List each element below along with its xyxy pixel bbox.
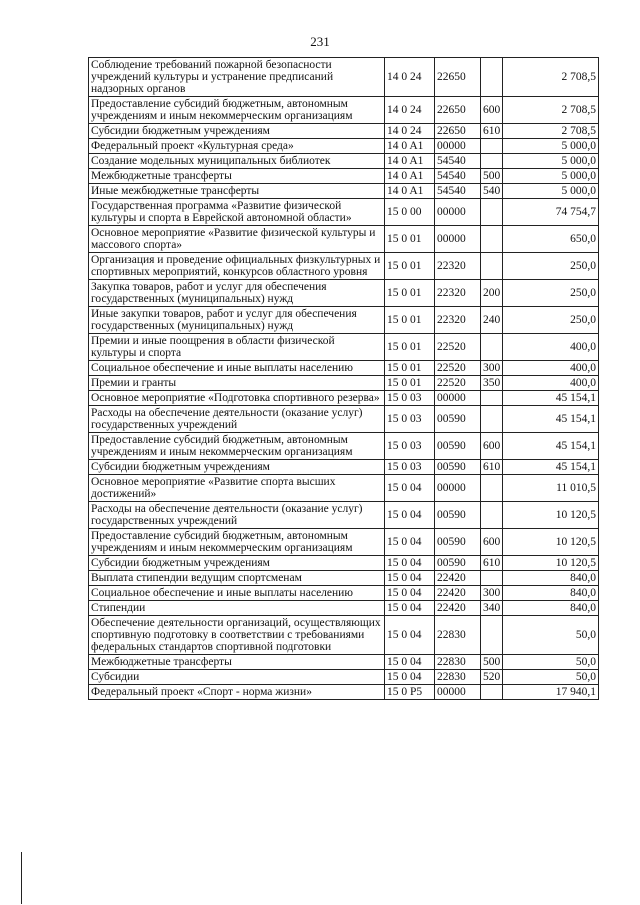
expense-type-cell [481,199,503,226]
expense-type-cell: 610 [481,460,503,475]
item-name-cell: Выплата стипендии ведущим спортсменам [89,571,385,586]
table-row [89,253,599,280]
program-code-cell: 15 0 04 [385,655,435,670]
expense-type-cell [481,685,503,700]
amount-cell: 400,0 [503,376,599,391]
direction-code-cell: 00590 [435,406,481,433]
expense-type-cell: 200 [481,280,503,307]
expense-type-cell: 300 [481,361,503,376]
direction-code-cell: 22830 [435,616,481,655]
program-code-cell: 15 0 P5 [385,685,435,700]
item-name-cell: Социальное обеспечение и иные выплаты населению [89,586,385,601]
expense-type-cell [481,571,503,586]
item-name-cell: Субсидии бюджетным учреждениям [89,124,385,139]
program-code-cell: 15 0 04 [385,529,435,556]
item-name-cell: Создание модельных муниципальных библиотек [89,154,385,169]
expense-type-cell [481,391,503,406]
item-name-cell: Субсидии бюджетным учреждениям [89,556,385,571]
direction-code-cell: 22650 [435,124,481,139]
direction-code-cell: 22320 [435,253,481,280]
expense-type-cell [481,616,503,655]
expense-type-cell [481,475,503,502]
direction-code-cell: 22650 [435,97,481,124]
item-name-cell: Закупка товаров, работ и услуг для обеспечения государственных (муниципальных) нужд [89,280,385,307]
expense-type-cell: 600 [481,433,503,460]
program-code-cell: 15 0 03 [385,433,435,460]
program-code-cell: 15 0 01 [385,334,435,361]
page-number: 231 [310,34,330,49]
amount-cell: 5 000,0 [503,139,599,154]
table-row [89,655,599,670]
item-name-cell: Иные межбюджетные трансферты [89,184,385,199]
direction-code-cell: 54540 [435,154,481,169]
program-code-cell: 15 0 04 [385,571,435,586]
table-row [89,616,599,655]
table-row [89,154,599,169]
program-code-cell: 15 0 01 [385,280,435,307]
amount-cell: 45 154,1 [503,406,599,433]
amount-cell: 74 754,7 [503,199,599,226]
program-code-cell: 15 0 04 [385,586,435,601]
program-code-cell: 15 0 04 [385,601,435,616]
direction-code-cell: 00590 [435,556,481,571]
expense-type-cell: 540 [481,184,503,199]
item-name-cell: Социальное обеспечение и иные выплаты населению [89,361,385,376]
program-code-cell: 14 0 A1 [385,139,435,154]
amount-cell: 10 120,5 [503,502,599,529]
direction-code-cell: 00000 [435,139,481,154]
direction-code-cell: 22420 [435,571,481,586]
program-code-cell: 15 0 01 [385,307,435,334]
amount-cell: 5 000,0 [503,184,599,199]
table-row [89,376,599,391]
direction-code-cell: 22520 [435,376,481,391]
direction-code-cell: 00590 [435,502,481,529]
item-name-cell: Межбюджетные трансферты [89,655,385,670]
item-name-cell: Расходы на обеспечение деятельности (оказание услуг) государственных учреждений [89,502,385,529]
program-code-cell: 14 0 A1 [385,184,435,199]
direction-code-cell: 00000 [435,199,481,226]
expense-type-cell [481,226,503,253]
table-row [89,406,599,433]
amount-cell: 10 120,5 [503,529,599,556]
program-code-cell: 15 0 01 [385,376,435,391]
table-row [89,184,599,199]
item-name-cell: Субсидии бюджетным учреждениям [89,460,385,475]
table-row [89,97,599,124]
table-row [89,586,599,601]
direction-code-cell: 22830 [435,670,481,685]
expense-type-cell: 240 [481,307,503,334]
item-name-cell: Предоставление субсидий бюджетным, автономным учреждениям и иным некоммерческим организациям [89,433,385,460]
amount-cell: 45 154,1 [503,460,599,475]
amount-cell: 5 000,0 [503,154,599,169]
expense-type-cell: 500 [481,655,503,670]
expense-type-cell [481,502,503,529]
table-row [89,226,599,253]
program-code-cell: 15 0 01 [385,253,435,280]
item-name-cell: Предоставление субсидий бюджетным, автономным учреждениям и иным некоммерческим организациям [89,529,385,556]
program-code-cell: 15 0 04 [385,556,435,571]
amount-cell: 45 154,1 [503,433,599,460]
direction-code-cell: 00000 [435,685,481,700]
item-name-cell: Федеральный проект «Культурная среда» [89,139,385,154]
table-row [89,502,599,529]
direction-code-cell: 00590 [435,529,481,556]
table-row [89,334,599,361]
direction-code-cell: 00590 [435,460,481,475]
table-row [89,571,599,586]
amount-cell: 5 000,0 [503,169,599,184]
table-row [89,58,599,97]
amount-cell: 50,0 [503,655,599,670]
table-row [89,556,599,571]
expense-type-cell: 520 [481,670,503,685]
item-name-cell: Основное мероприятие «Развитие физической культуры и массового спорта» [89,226,385,253]
item-name-cell: Стипендии [89,601,385,616]
expense-type-cell: 350 [481,376,503,391]
direction-code-cell: 22320 [435,280,481,307]
table-row [89,475,599,502]
table-row [89,601,599,616]
table-row [89,361,599,376]
expense-type-cell [481,139,503,154]
item-name-cell: Премии и иные поощрения в области физической культуры и спорта [89,334,385,361]
item-name-cell: Федеральный проект «Спорт - норма жизни» [89,685,385,700]
direction-code-cell: 22520 [435,361,481,376]
expense-type-cell: 610 [481,124,503,139]
item-name-cell: Предоставление субсидий бюджетным, автономным учреждениям и иным некоммерческим организациям [89,97,385,124]
table-row [89,391,599,406]
program-code-cell: 15 0 01 [385,226,435,253]
amount-cell: 840,0 [503,571,599,586]
table-row [89,460,599,475]
amount-cell: 250,0 [503,253,599,280]
program-code-cell: 15 0 03 [385,460,435,475]
direction-code-cell: 54540 [435,169,481,184]
item-name-cell: Межбюджетные трансферты [89,169,385,184]
table-row [89,529,599,556]
item-name-cell: Субсидии [89,670,385,685]
amount-cell: 250,0 [503,307,599,334]
direction-code-cell: 22420 [435,586,481,601]
expense-type-cell [481,58,503,97]
table-row [89,685,599,700]
program-code-cell: 15 0 04 [385,670,435,685]
direction-code-cell: 22830 [435,655,481,670]
budget-table-body [89,58,599,700]
amount-cell: 10 120,5 [503,556,599,571]
item-name-cell: Основное мероприятие «Подготовка спортивного резерва» [89,391,385,406]
program-code-cell: 15 0 03 [385,391,435,406]
item-name-cell: Государственная программа «Развитие физической культуры и спорта в Еврейской автономной области» [89,199,385,226]
margin-line [21,852,22,904]
expense-type-cell [481,334,503,361]
amount-cell: 650,0 [503,226,599,253]
table-row [89,139,599,154]
expense-type-cell: 610 [481,556,503,571]
program-code-cell: 14 0 24 [385,124,435,139]
direction-code-cell: 22320 [435,307,481,334]
direction-code-cell: 00000 [435,391,481,406]
program-code-cell: 15 0 01 [385,361,435,376]
table-row [89,433,599,460]
expense-type-cell: 300 [481,586,503,601]
direction-code-cell: 00000 [435,475,481,502]
table-row [89,169,599,184]
amount-cell: 17 940,1 [503,685,599,700]
amount-cell: 250,0 [503,280,599,307]
amount-cell: 840,0 [503,601,599,616]
amount-cell: 2 708,5 [503,58,599,97]
amount-cell: 50,0 [503,670,599,685]
table-row [89,280,599,307]
expense-type-cell [481,406,503,433]
expense-type-cell: 600 [481,529,503,556]
program-code-cell: 14 0 A1 [385,154,435,169]
direction-code-cell: 00000 [435,226,481,253]
direction-code-cell: 22420 [435,601,481,616]
direction-code-cell: 22520 [435,334,481,361]
expense-type-cell: 600 [481,97,503,124]
table-row [89,670,599,685]
amount-cell: 400,0 [503,334,599,361]
item-name-cell: Соблюдение требований пожарной безопасности учреждений культуры и устранение предписаний надзорных органов [89,58,385,97]
amount-cell: 45 154,1 [503,391,599,406]
table-row [89,199,599,226]
program-code-cell: 15 0 00 [385,199,435,226]
item-name-cell: Иные закупки товаров, работ и услуг для обеспечения государственных (муниципальных) нужд [89,307,385,334]
program-code-cell: 15 0 04 [385,475,435,502]
table-row [89,124,599,139]
item-name-cell: Обеспечение деятельности организаций, осуществляющих спортивную подготовку в соответствии с требованиями федеральных стандартов спортивной подготовки [89,616,385,655]
item-name-cell: Расходы на обеспечение деятельности (оказание услуг) государственных учреждений [89,406,385,433]
expense-type-cell: 340 [481,601,503,616]
item-name-cell: Организация и проведение официальных физкультурных и спортивных мероприятий, конкурсов областного уровня [89,253,385,280]
amount-cell: 2 708,5 [503,97,599,124]
amount-cell: 11 010,5 [503,475,599,502]
amount-cell: 2 708,5 [503,124,599,139]
direction-code-cell: 00590 [435,433,481,460]
program-code-cell: 14 0 24 [385,58,435,97]
table-row [89,307,599,334]
program-code-cell: 15 0 04 [385,616,435,655]
expense-type-cell [481,154,503,169]
amount-cell: 50,0 [503,616,599,655]
expense-type-cell [481,253,503,280]
program-code-cell: 14 0 A1 [385,169,435,184]
expense-type-cell: 500 [481,169,503,184]
direction-code-cell: 54540 [435,184,481,199]
amount-cell: 840,0 [503,586,599,601]
direction-code-cell: 22650 [435,58,481,97]
item-name-cell: Премии и гранты [89,376,385,391]
program-code-cell: 14 0 24 [385,97,435,124]
item-name-cell: Основное мероприятие «Развитие спорта высших достижений» [89,475,385,502]
amount-cell: 400,0 [503,361,599,376]
program-code-cell: 15 0 04 [385,502,435,529]
program-code-cell: 15 0 03 [385,406,435,433]
budget-table [88,57,599,700]
